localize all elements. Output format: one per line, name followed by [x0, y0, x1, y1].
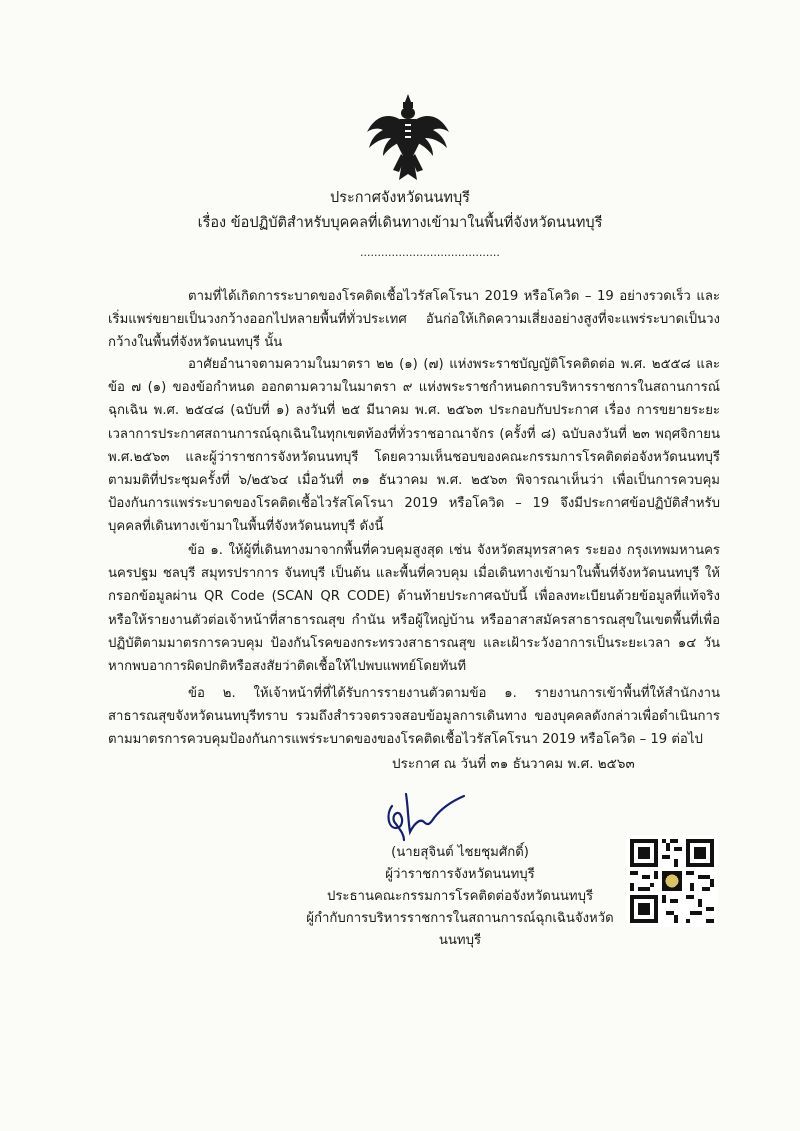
- issued-date: ประกาศ ณ วันที่ ๓๑ ธันวาคม พ.ศ. ๒๕๖๓: [392, 756, 635, 772]
- paragraph: [108, 285, 720, 355]
- announcement-subject: เรื่อง ข้อปฏิบัติสำหรับบุคคลที่เดินทางเข้ามาในพื้นที่จังหวัดนนทบุรี: [197, 215, 603, 231]
- title-block: [80, 186, 720, 236]
- paragraph-text: ข้อ ๑. ให้ผู้ที่เดินทางมาจากพื้นที่ควบคุมสูงสุด เช่น จังหวัดสมุทรสาคร ระยอง กรุงเทพมหานคร นครปฐม ชลบุรี สมุทรปราการ จันทบุรี เป็นต้น และพื้นที่ควบคุม เมื่อเดินทางเข้ามาในพื้นที่จังหวัดนนทบุรี ให้กรอกข้อมูลผ่าน QR Code (SCAN QR CODE) ด้านท้ายประกาศฉบับนี้ เพื่อลงทะเบียนด้วยข้อมูลที่แท้จริง หรือให้รายงานตัวต่อเจ้าหน้าที่สาธารณสุข กำนัน หรือผู้ใหญ่บ้าน หรืออาสาสมัครสาธารณสุขในเขตพื้นที่เพื่อปฏิบัติตามมาตรการควบคุม ป้องกันโรคของกระทรวงสาธารณสุข และเฝ้าระวังอาการเป็นระยะเวลา ๑๔ วัน หากพบอาการผิดปกติหรือสงสัยว่าติดเชื้อให้ไปพบแพทย์โดยทันที: [108, 543, 720, 675]
- qr-code-icon[interactable]: [626, 835, 718, 927]
- garuda-emblem-icon: [363, 92, 453, 184]
- signer-title: ผู้ว่าราชการจังหวัดนนทบุรี: [385, 867, 535, 882]
- title-separator: ........................................: [360, 246, 500, 259]
- paragraph-text: ตามที่ได้เกิดการระบาดของโรคติดเชื้อไวรัสโคโรนา 2019 หรือโควิด – 19 อย่างรวดเร็ว และเริ่มแพร่ขยายเป็นวงกว้างออกไปหลายพื้นที่ทั่วประเทศ อันก่อให้เกิดความเสี่ยงอย่างสูงที่จะแพร่ระบาดเป็นวงกว้างในพื้นที่จังหวัดนนทบุรี นั้น: [108, 289, 720, 351]
- signature-icon: [378, 784, 468, 844]
- paragraph-text: ข้อ ๒. ให้เจ้าหน้าที่ที่ได้รับการรายงานตัวตามข้อ ๑. รายงานการเข้าพื้นที่ให้สำนักงานสาธารณสุขจังหวัดนนทบุรีทราบ รวมถึงสำรวจตรวจสอบข้อมูลการเดินทาง ของบุคคลดังกล่าวเพื่อดำเนินการตามมาตรการควบคุมป้องกันการแพร่ระบาดของของโรคติดเชื้อไวรัสโคโรนา 2019 หรือโควิด – 19 ต่อไป: [108, 686, 720, 748]
- signer-title: ผู้กำกับการบริหารราชการในสถานการณ์ฉุกเฉินจังหวัดนนทบุรี: [306, 911, 614, 948]
- signer-block: [300, 842, 620, 952]
- signer-name: (นายสุจินต์ ไชยชุมศักดิ์): [391, 845, 529, 860]
- paragraph: [108, 682, 720, 752]
- paragraph: [108, 539, 720, 678]
- announcement-title: ประกาศจังหวัดนนทบุรี: [330, 190, 470, 206]
- paragraph: [108, 353, 720, 539]
- signer-title: ประธานคณะกรรมการโรคติดต่อจังหวัดนนทบุรี: [326, 889, 594, 904]
- paragraph-text: อาศัยอำนาจตามความในมาตรา ๒๒ (๑) (๗) แห่งพระราชบัญญัติโรคติดต่อ พ.ศ. ๒๕๕๘ และข้อ ๗ (๑) ของข้อกำหนด ออกตามความในมาตรา ๙ แห่งพระราชกำหนดการบริหารราชการในสถานการณ์ฉุกเฉิน พ.ศ. ๒๕๔๘ (ฉบับที่ ๑) ลงวันที่ ๒๕ มีนาคม พ.ศ. ๒๕๖๓ ประกอบกับประกาศ เรื่อง การขยายระยะเวลาการประกาศสถานการณ์ฉุกเฉินในทุกเขตท้องที่ทั่วราชอาณาจักร (ครั้งที่ ๘) ฉบับลงวันที่ ๒๓ พฤศจิกายน พ.ศ.๒๕๖๓ และผู้ว่าราชการจังหวัดนนทบุรี โดยความเห็นชอบของคณะกรรมการโรคติดต่อจังหวัดนนทบุรี ตามมติที่ประชุมครั้งที่ ๖/๒๕๖๔ เมื่อวันที่ ๓๑ ธันวาคม พ.ศ. ๒๕๖๓ พิจารณาเห็นว่า เพื่อเป็นการควบคุมป้องกันการแพร่ระบาดของโรคติดเชื้อไวรัสโคโรนา 2019 หรือโควิด – 19 จึงมีประกาศข้อปฏิบัติสำหรับบุคคลที่เดินทางเข้ามาในพื้นที่จังหวัดนนทบุรี ดังนี้: [108, 357, 720, 535]
